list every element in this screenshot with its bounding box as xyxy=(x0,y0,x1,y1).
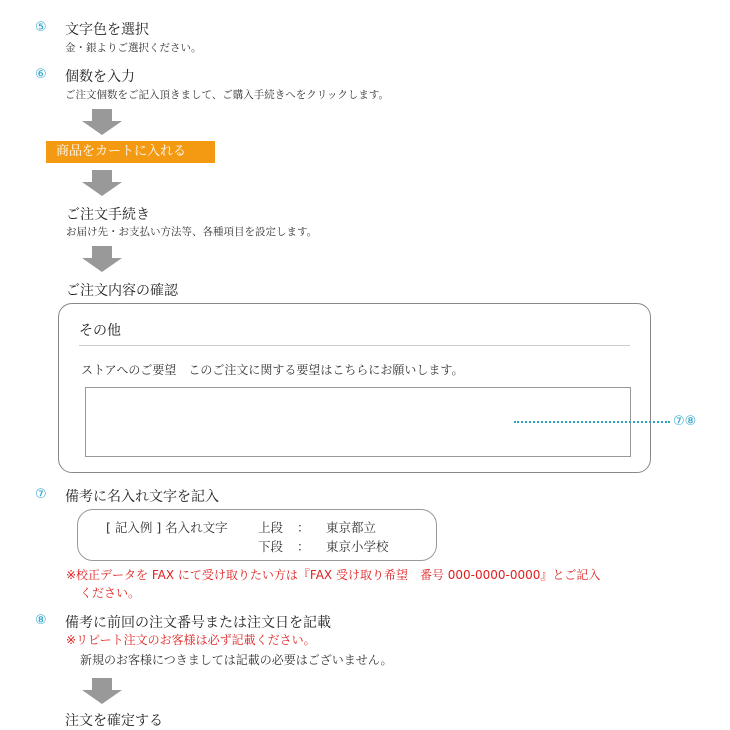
example-label: [ 記入例 ] 名入れ文字 xyxy=(106,520,228,535)
example-row1-sep: ： xyxy=(297,520,310,535)
step5-desc: 金・銀よりご選択ください。 xyxy=(65,42,202,54)
step6-desc: ご注文個数をご記入頂きまして、ご購入手続きへをクリックします。 xyxy=(65,89,390,101)
example-row2-value: 東京小学校 xyxy=(326,539,389,554)
callout-line xyxy=(514,421,670,423)
step8-number: ⑧ xyxy=(35,613,47,628)
step7-number: ⑦ xyxy=(35,487,47,502)
checkout-desc: お届け先・お支払い方法等、各種項目を設定します。 xyxy=(66,226,318,238)
other-section-title: その他 xyxy=(79,323,121,339)
store-request-label: ストアへのご要望 このご注文に関する要望はこちらにお願いします。 xyxy=(81,363,464,377)
callout-label: ⑦⑧ xyxy=(673,414,697,429)
example-row2-sep: ： xyxy=(297,539,310,554)
down-arrow-icon xyxy=(82,109,122,137)
example-row1-value: 東京都立 xyxy=(326,520,377,535)
new-customer-desc: 新規のお客様につきましては記載の必要はございません。 xyxy=(80,653,393,667)
step5-title: 文字色を選択 xyxy=(65,22,149,38)
divider xyxy=(79,345,630,346)
step6-number: ⑥ xyxy=(35,67,47,82)
repeat-order-note: ※リピート注文のお客様は必ず記載ください。 xyxy=(66,633,316,647)
fax-note-line1: ※校正データを FAX にて受け取りたい方は『FAX 受け取り希望 番号 000-0000-0000』とご記入 xyxy=(66,568,601,582)
step6-title: 個数を入力 xyxy=(65,69,135,85)
down-arrow-icon xyxy=(82,678,122,706)
down-arrow-icon xyxy=(82,170,122,198)
step8-title: 備考に前回の注文番号または注文日を記載 xyxy=(65,615,331,631)
other-section-box xyxy=(58,303,651,473)
checkout-title: ご注文手続き xyxy=(66,207,150,223)
example-row1-key: 上段 xyxy=(258,520,284,535)
down-arrow-icon xyxy=(82,246,122,274)
final-title: 注文を確定する xyxy=(65,713,163,729)
step5-number: ⑤ xyxy=(35,20,47,35)
step7-title: 備考に名入れ文字を記入 xyxy=(65,489,219,505)
confirm-title: ご注文内容の確認 xyxy=(66,283,178,299)
fax-note-line2: ください。 xyxy=(80,586,141,600)
add-to-cart-button[interactable]: 商品をカートに入れる xyxy=(46,141,215,163)
example-box xyxy=(77,509,437,561)
example-row2-key: 下段 xyxy=(258,539,284,554)
